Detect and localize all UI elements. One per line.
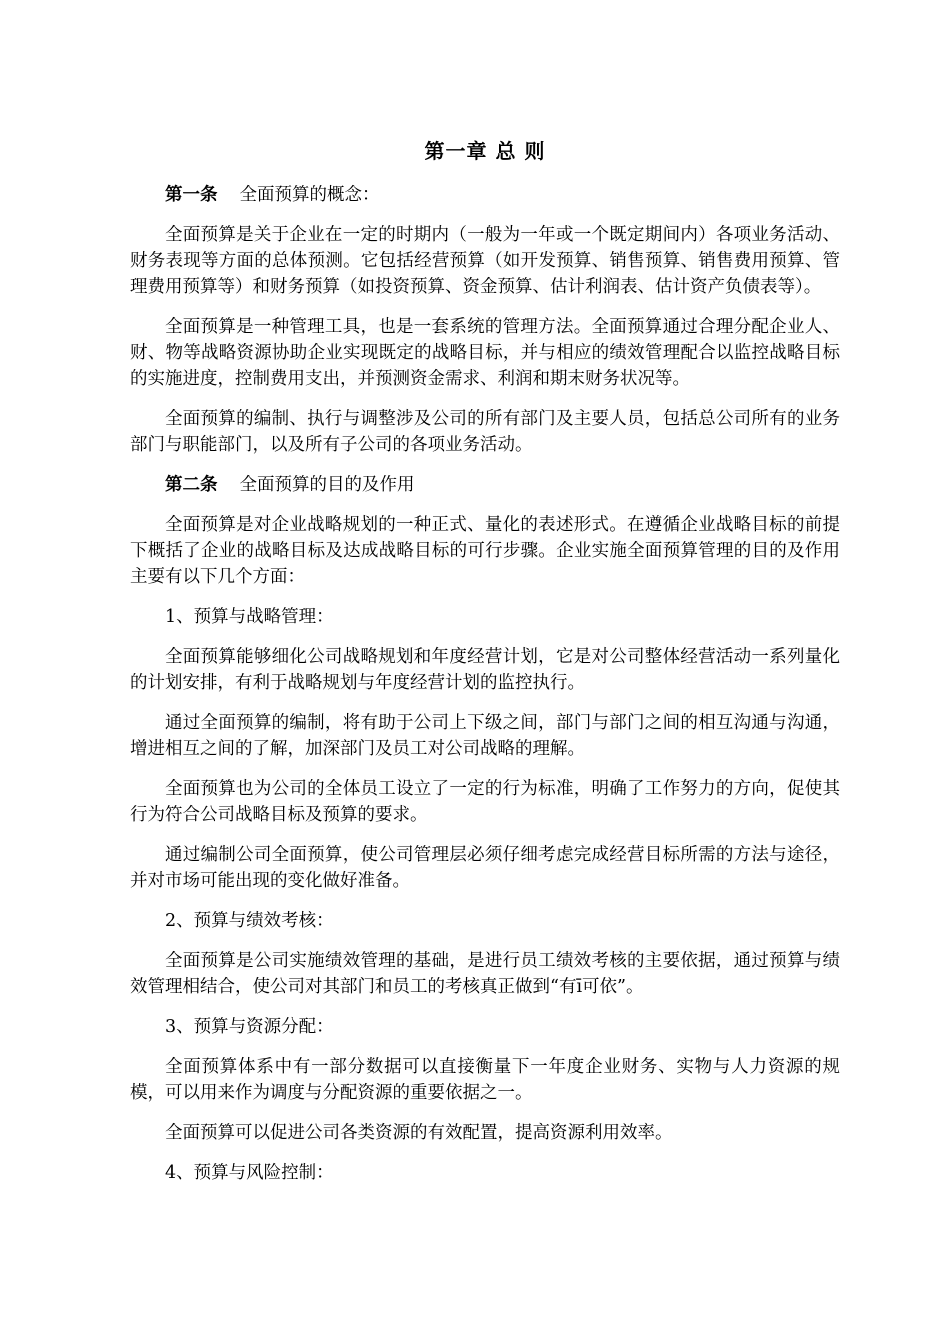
paragraph: 全面预算可以促进公司各类资源的有效配置，提高资源利用效率。: [165, 1123, 673, 1143]
paragraph: 全面预算是对企业战略规划的一种正式、量化的表述形式。在遵循企业战略目标的前提下概括了企业的战略目标及达成战略目标的可行步骤。企业实施全面预算管理的目的及作用主要有以下几个方面：: [130, 515, 840, 587]
paragraph: 全面预算体系中有一部分数据可以直接衡量下一年度企业财务、实物与人力资源的规模，可以用来作为调度与分配资源的重要依据之一。: [130, 1057, 840, 1103]
paragraph: 1、预算与战略管理：: [165, 607, 334, 627]
paragraph: 全面预算是公司实施绩效管理的基础，是进行员工绩效考核的主要依据，通过预算与绩效管理相结合，使公司对其部门和员工的考核真正做到“有ī可依”。: [130, 951, 840, 997]
article-title: 全面预算的概念：: [239, 185, 380, 205]
paragraph: 通过编制公司全面预算，使公司管理层必须仔细考虑完成经营目标所需的方法与途径，并对市场可能出现的变化做好准备。: [130, 845, 840, 891]
paragraph: 全面预算也为公司的全体员工设立了一定的行为标准，明确了工作努力的方向，促使其行为符合公司战略目标及预算的要求。: [130, 779, 840, 825]
document-body: [130, 182, 840, 1186]
paragraph: 4、预算与风险控制：: [165, 1163, 334, 1183]
paragraph: 3、预算与资源分配：: [165, 1017, 334, 1037]
paragraph: 2、预算与绩效考核：: [165, 911, 334, 931]
article-number: 第一条: [165, 185, 218, 205]
paragraph: 通过全面预算的编制，将有助于公司上下级之间，部门与部门之间的相互沟通与沟通，增进相互之间的了解，加深部门及员工对公司战略的理解。: [130, 713, 840, 759]
article-heading: [130, 472, 840, 498]
paragraph: 全面预算的编制、执行与调整涉及公司的所有部门及主要人员，包括总公司所有的业务部门与职能部门，以及所有子公司的各项业务活动。: [130, 409, 840, 455]
article-number: 第二条: [165, 475, 218, 495]
article-title: 全面预算的目的及作用: [239, 475, 415, 495]
chapter-title: 第一章 总 则: [424, 139, 546, 163]
article-heading: [130, 182, 840, 208]
paragraph: 全面预算能够细化公司战略规划和年度经营计划，它是对公司整体经营活动一系列量化的计划安排，有利于战略规划与年度经营计划的监控执行。: [130, 647, 840, 693]
paragraph: 全面预算是一种管理工具，也是一套系统的管理方法。全面预算通过合理分配企业人、财、物等战略资源协助企业实现既定的战略目标，并与相应的绩效管理配合以监控战略目标的实施进度，控制费用支出，并预测资金需求、利润和期末财务状况等。: [130, 317, 840, 389]
paragraph: 全面预算是关于企业在一定的时期内（一般为一年或一个既定期间内）各项业务活动、财务表现等方面的总体预测。它包括经营预算（如开发预算、销售预算、销售费用预算、管理费用预算等）和财务预算（如投资预算、资金预算、估计利润表、估计资产负债表等）。: [130, 225, 840, 297]
